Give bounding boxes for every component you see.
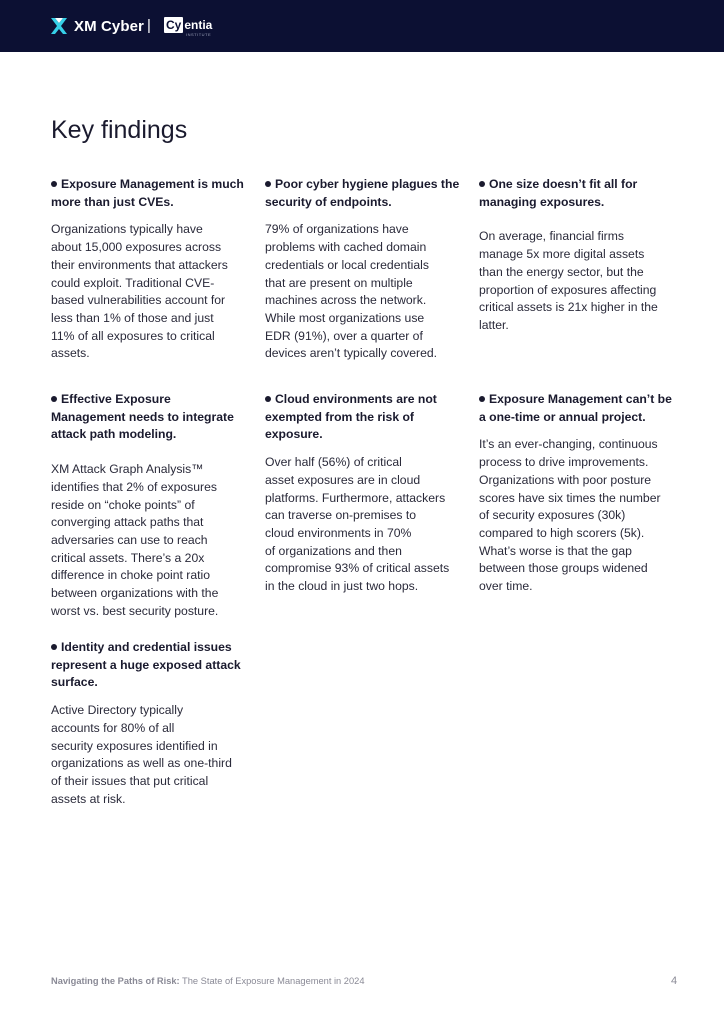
finding-body — [265, 221, 461, 363]
page-title: Key findings — [51, 116, 188, 144]
header-bar — [0, 0, 724, 52]
finding-body — [51, 702, 247, 808]
finding-card — [479, 176, 675, 335]
finding-line: difference in choke point ratio — [51, 568, 210, 583]
finding-line: of security exposures (30k) — [479, 508, 626, 523]
finding-heading — [479, 391, 675, 426]
footer-text — [51, 976, 365, 986]
finding-line: Active Directory typically — [51, 703, 184, 718]
bullet-icon — [479, 181, 485, 187]
finding-line: critical assets. There’s a 20x — [51, 550, 205, 565]
bullet-icon — [265, 396, 271, 402]
finding-line: accounts for 80% of all — [51, 720, 175, 735]
xm-cyber-logo-icon — [49, 17, 69, 35]
finding-line: credentials or local credentials — [265, 257, 429, 272]
finding-line: 11% of all exposures to critical — [51, 328, 215, 343]
cyentia-logo-text: entia — [184, 18, 213, 32]
finding-line: machines across the network. — [265, 293, 427, 308]
finding-heading-text: Cloud environments are not exempted from the risk of exposure. — [265, 392, 437, 442]
finding-line: converging attack paths that — [51, 515, 204, 530]
finding-line: Over half (56%) of critical — [265, 455, 402, 470]
finding-line: identifies that 2% of exposures — [51, 479, 217, 494]
finding-card — [51, 391, 247, 620]
finding-heading — [51, 639, 247, 692]
finding-line: between organizations with the — [51, 586, 219, 601]
finding-line: What’s worse is that the gap — [479, 543, 632, 558]
finding-line: worst vs. best security posture. — [51, 603, 219, 618]
finding-heading-text: Effective Exposure Management needs to integrate attack path modeling. — [51, 392, 234, 442]
finding-heading — [479, 176, 675, 211]
finding-line: adversaries can use to reach — [51, 532, 208, 547]
finding-line: cloud environments in 70% — [265, 525, 412, 540]
finding-heading-text: Exposure Management is much more than just CVEs. — [51, 177, 244, 209]
finding-line: problems with cached domain — [265, 240, 427, 255]
finding-line: manage 5x more digital assets — [479, 247, 645, 262]
finding-line: Organizations with poor posture — [479, 472, 652, 487]
finding-body — [51, 221, 247, 363]
bullet-icon — [51, 396, 57, 402]
finding-line: that are present on multiple — [265, 275, 413, 290]
finding-card — [265, 391, 461, 596]
xm-cyber-logo — [49, 17, 144, 35]
finding-heading-text: Identity and credential issues represent a huge exposed attack surface. — [51, 640, 241, 690]
finding-line: compromise 93% of critical assets — [265, 561, 450, 576]
finding-line: less than 1% of those and just — [51, 310, 214, 325]
finding-line: in the cloud in just two hops. — [265, 579, 419, 594]
finding-heading-text: Poor cyber hygiene plagues the security of endpoints. — [265, 177, 460, 209]
finding-line: between those groups widened — [479, 561, 648, 576]
finding-line: reside on “choke points” of — [51, 497, 195, 512]
finding-line: could exploit. Traditional CVE- — [51, 275, 215, 290]
finding-line: critical assets is 21x higher in the — [479, 300, 658, 315]
finding-line: proportion of exposures affecting — [479, 282, 657, 297]
finding-line: of their issues that put critical — [51, 773, 209, 788]
bullet-icon — [479, 396, 485, 402]
finding-line: latter. — [479, 317, 509, 332]
finding-card — [265, 176, 461, 363]
finding-line: assets. — [51, 346, 90, 361]
finding-body — [479, 436, 675, 595]
finding-line: compared to high scorers (5k). — [479, 525, 645, 540]
finding-line: assets at risk. — [51, 791, 126, 806]
finding-line: 79% of organizations have — [265, 222, 409, 237]
finding-line: process to drive improvements. — [479, 455, 649, 470]
finding-heading — [265, 176, 461, 211]
cyentia-logo — [164, 17, 213, 37]
finding-line: their environments that attackers — [51, 257, 228, 272]
finding-line: Organizations typically have — [51, 222, 203, 237]
finding-line: devices aren’t typically covered. — [265, 346, 438, 361]
page-number: 4 — [671, 975, 678, 987]
finding-line: can traverse on-premises to — [265, 508, 417, 523]
finding-heading-text: Exposure Management can’t be a one-time or annual project. — [479, 392, 672, 424]
finding-line: platforms. Furthermore, attackers — [265, 490, 446, 505]
finding-line: than the energy sector, but the — [479, 264, 644, 279]
finding-line: organizations as well as one-third — [51, 756, 232, 771]
finding-line: of organizations and then — [265, 543, 402, 558]
finding-heading — [51, 176, 247, 211]
finding-heading — [265, 391, 461, 444]
finding-body — [479, 228, 675, 334]
finding-card — [51, 176, 247, 363]
finding-line: about 15,000 exposures across — [51, 240, 222, 255]
finding-heading — [51, 391, 247, 444]
cyentia-logo-box: Cy — [166, 18, 182, 32]
bullet-icon — [51, 644, 57, 650]
footer-report-subtitle: The State of Exposure Management in 2024 — [179, 976, 365, 986]
finding-line: based vulnerabilities account for — [51, 293, 226, 308]
finding-line: security exposures identified in — [51, 738, 218, 753]
finding-line: It’s an ever-changing, continuous — [479, 437, 658, 452]
finding-body — [51, 461, 247, 620]
finding-line: asset exposures are in cloud — [265, 472, 421, 487]
finding-line: over time. — [479, 579, 533, 594]
finding-line: EDR (91%), over a quarter of — [265, 328, 423, 343]
xm-cyber-wordmark: XM Cyber — [74, 17, 144, 35]
finding-card — [51, 639, 247, 808]
finding-card — [479, 391, 675, 596]
cyentia-logo-subtitle: INSTITUTE — [186, 32, 212, 37]
bullet-icon — [51, 181, 57, 187]
footer-report-name: Navigating the Paths of Risk: — [51, 976, 180, 986]
finding-line: While most organizations use — [265, 310, 425, 325]
finding-heading-text: One size doesn’t fit all for managing exposures. — [479, 177, 638, 209]
finding-body — [265, 454, 461, 596]
finding-line: scores have six times the number — [479, 490, 661, 505]
finding-line: On average, financial firms — [479, 229, 624, 244]
logo-divider: | — [147, 17, 151, 34]
bullet-icon — [265, 181, 271, 187]
finding-line: XM Attack Graph Analysis™ — [51, 462, 204, 477]
